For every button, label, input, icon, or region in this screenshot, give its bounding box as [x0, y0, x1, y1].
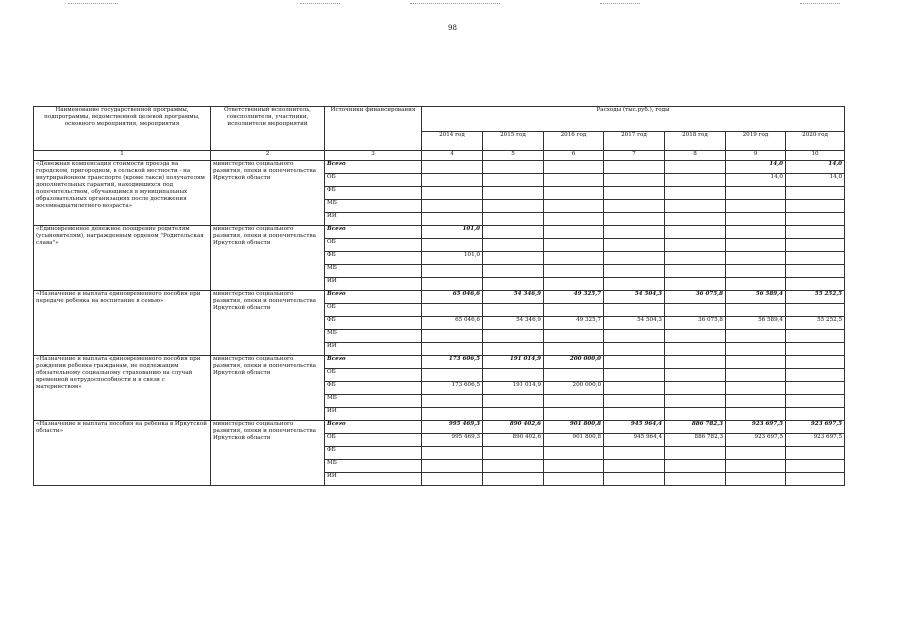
expense-value-cell: [422, 395, 483, 408]
expense-value-cell: 14,0: [726, 161, 786, 174]
expense-value-cell: [483, 161, 544, 174]
funding-source-cell: Всего: [325, 226, 422, 239]
expense-value-cell: [544, 187, 604, 200]
expense-value-cell: [786, 447, 845, 460]
expense-value-cell: 945 964,4: [604, 421, 665, 434]
expense-value-cell: 200 000,0: [544, 382, 604, 395]
expense-value-cell: [483, 252, 544, 265]
expense-value-cell: [422, 304, 483, 317]
funding-source-cell: ИИ: [325, 343, 422, 356]
funding-source-cell: МБ: [325, 395, 422, 408]
expense-value-cell: 191 014,9: [483, 382, 544, 395]
expense-value-cell: 173 606,5: [422, 382, 483, 395]
funding-source-cell: ОБ: [325, 304, 422, 317]
column-number: 4: [422, 151, 483, 161]
expense-value-cell: [422, 174, 483, 187]
expense-value-cell: [665, 343, 726, 356]
expense-value-cell: [544, 278, 604, 291]
expense-value-cell: [604, 343, 665, 356]
expense-value-cell: 101,0: [422, 252, 483, 265]
column-number: 10: [786, 151, 845, 161]
expense-value-cell: [483, 408, 544, 421]
expense-value-cell: [665, 278, 726, 291]
expense-value-cell: [726, 200, 786, 213]
funding-source-cell: ФБ: [325, 447, 422, 460]
expense-value-cell: [422, 460, 483, 473]
expense-value-cell: [544, 408, 604, 421]
expense-value-cell: 55 252,5: [786, 291, 845, 304]
page-number: 98: [448, 24, 457, 32]
column-number: 7: [604, 151, 665, 161]
expense-value-cell: 56 589,4: [726, 291, 786, 304]
funding-source-cell: МБ: [325, 265, 422, 278]
expense-value-cell: 923 697,5: [786, 434, 845, 447]
expense-value-cell: 890 402,6: [483, 434, 544, 447]
table-row: [34, 421, 845, 434]
expense-value-cell: [544, 200, 604, 213]
expense-value-cell: [422, 213, 483, 226]
scan-artifact: [68, 3, 118, 4]
expense-value-cell: [786, 265, 845, 278]
expense-value-cell: [786, 460, 845, 473]
expense-value-cell: [483, 226, 544, 239]
expense-value-cell: 901 800,8: [544, 421, 604, 434]
expense-value-cell: [483, 473, 544, 486]
expense-value-cell: 54 346,9: [483, 291, 544, 304]
header-year: 2016 год: [544, 132, 604, 151]
expense-value-cell: 923 697,5: [786, 421, 845, 434]
header-year: 2017 год: [604, 132, 665, 151]
executor-cell: министерство социального развития, опеки и попечительства Иркутской области: [211, 161, 325, 226]
program-name-cell: «Денежная компенсация стоимости проезда на городском, пригородном, в сельской местности - на внутрирайонном транспорте (кроме такси) получателям дополнительных гарантий, находившихся под попечительством, обучающимся в муниципальных образовательных организациях после достижения восемнадцатилетнего возраста»: [34, 161, 211, 226]
expense-value-cell: [726, 226, 786, 239]
funding-source-cell: ОБ: [325, 434, 422, 447]
expense-value-cell: [786, 408, 845, 421]
expense-value-cell: [726, 369, 786, 382]
expense-value-cell: [726, 343, 786, 356]
expense-value-cell: [726, 395, 786, 408]
expense-value-cell: 890 402,6: [483, 421, 544, 434]
executor-cell: министерство социального развития, опеки и попечительства Иркутской области: [211, 421, 325, 486]
expense-value-cell: 173 606,5: [422, 356, 483, 369]
funding-source-cell: ИИ: [325, 213, 422, 226]
column-number: 5: [483, 151, 544, 161]
expense-value-cell: [726, 460, 786, 473]
column-number: 3: [325, 151, 422, 161]
expense-value-cell: [604, 369, 665, 382]
expense-value-cell: [422, 187, 483, 200]
expense-value-cell: [544, 473, 604, 486]
expense-value-cell: [726, 356, 786, 369]
expense-value-cell: [665, 252, 726, 265]
funding-source-cell: МБ: [325, 330, 422, 343]
expense-value-cell: 923 697,5: [726, 434, 786, 447]
expense-value-cell: [786, 213, 845, 226]
expense-value-cell: [665, 356, 726, 369]
expense-value-cell: 995 469,3: [422, 434, 483, 447]
expense-value-cell: [786, 252, 845, 265]
expense-value-cell: [604, 395, 665, 408]
expense-value-cell: [544, 174, 604, 187]
expense-value-cell: [422, 161, 483, 174]
expense-value-cell: [483, 369, 544, 382]
expense-value-cell: [726, 304, 786, 317]
expense-value-cell: [483, 330, 544, 343]
expense-value-cell: [604, 304, 665, 317]
expense-value-cell: [726, 447, 786, 460]
funding-source-cell: ИИ: [325, 408, 422, 421]
column-number: 9: [726, 151, 786, 161]
expense-value-cell: [544, 161, 604, 174]
expense-value-cell: [604, 330, 665, 343]
budget-table: [33, 106, 845, 486]
expense-value-cell: [786, 356, 845, 369]
expense-value-cell: [786, 473, 845, 486]
executor-cell: министерство социального развития, опеки и попечительства Иркутской области: [211, 356, 325, 421]
funding-source-cell: Всего: [325, 291, 422, 304]
expense-value-cell: [726, 382, 786, 395]
expense-value-cell: [544, 213, 604, 226]
expense-value-cell: 923 697,5: [726, 421, 786, 434]
expense-value-cell: [726, 473, 786, 486]
expense-value-cell: [786, 382, 845, 395]
expense-value-cell: [786, 369, 845, 382]
expense-value-cell: [665, 395, 726, 408]
funding-source-cell: ИИ: [325, 278, 422, 291]
header-expenses: Расходы (тыс.руб.), годы: [422, 107, 845, 132]
expense-value-cell: [483, 200, 544, 213]
expense-value-cell: [544, 343, 604, 356]
expense-value-cell: [483, 304, 544, 317]
expense-value-cell: [786, 304, 845, 317]
expense-value-cell: 54 346,9: [483, 317, 544, 330]
expense-value-cell: [483, 460, 544, 473]
expense-value-cell: [422, 265, 483, 278]
expense-value-cell: [665, 447, 726, 460]
expense-value-cell: [786, 200, 845, 213]
expense-value-cell: [786, 395, 845, 408]
expense-value-cell: [786, 343, 845, 356]
header-year: 2015 год: [483, 132, 544, 151]
expense-value-cell: [483, 265, 544, 278]
expense-value-cell: [726, 265, 786, 278]
scan-artifact: [600, 3, 640, 4]
table-row: [34, 161, 845, 174]
expense-value-cell: [544, 447, 604, 460]
column-number: 8: [665, 151, 726, 161]
expense-value-cell: [665, 473, 726, 486]
expense-value-cell: [483, 395, 544, 408]
header-executor: Ответственный исполнитель, соисполнители, участники, исполнители мероприятий: [211, 107, 325, 151]
table-row: [34, 226, 845, 239]
header-year: 2014 год: [422, 132, 483, 151]
funding-source-cell: ФБ: [325, 382, 422, 395]
expense-value-cell: [604, 447, 665, 460]
expense-value-cell: 14,0: [786, 174, 845, 187]
column-number: 6: [544, 151, 604, 161]
expense-value-cell: [422, 408, 483, 421]
table-row: [34, 291, 845, 304]
expense-value-cell: [604, 408, 665, 421]
expense-value-cell: 55 252,5: [786, 317, 845, 330]
expense-value-cell: [786, 226, 845, 239]
expense-value-cell: 54 504,3: [604, 291, 665, 304]
expense-value-cell: [604, 187, 665, 200]
expense-value-cell: [544, 395, 604, 408]
expense-value-cell: [665, 226, 726, 239]
expense-value-cell: [422, 278, 483, 291]
expense-value-cell: [665, 239, 726, 252]
funding-source-cell: Всего: [325, 356, 422, 369]
funding-source-cell: МБ: [325, 200, 422, 213]
expense-value-cell: [544, 226, 604, 239]
header-year: 2019 год: [726, 132, 786, 151]
expense-value-cell: [483, 187, 544, 200]
expense-value-cell: [422, 200, 483, 213]
expense-value-cell: [483, 447, 544, 460]
expense-value-cell: [544, 239, 604, 252]
header-year: 2020 год: [786, 132, 845, 151]
expense-value-cell: [422, 343, 483, 356]
expense-value-cell: [604, 278, 665, 291]
program-name-cell: «Назначение и выплата пособия на ребенка в Иркутской области»: [34, 421, 211, 486]
expense-value-cell: 54 504,3: [604, 317, 665, 330]
expense-value-cell: [483, 213, 544, 226]
funding-source-cell: ФБ: [325, 187, 422, 200]
funding-source-cell: Всего: [325, 421, 422, 434]
expense-value-cell: 49 325,7: [544, 291, 604, 304]
column-number: 1: [34, 151, 211, 161]
expense-value-cell: [726, 278, 786, 291]
expense-value-cell: 901 800,8: [544, 434, 604, 447]
header-source: Источники финансирования: [325, 107, 422, 151]
header-program: Наименование государственной программы, подпрограммы, ведомственной целевой программы, основного мероприятия, мероприятия: [34, 107, 211, 151]
expense-value-cell: [604, 226, 665, 239]
expense-value-cell: [665, 161, 726, 174]
expense-value-cell: [544, 330, 604, 343]
funding-source-cell: ИИ: [325, 473, 422, 486]
expense-value-cell: [544, 460, 604, 473]
expense-value-cell: 995 469,3: [422, 421, 483, 434]
expense-value-cell: [604, 213, 665, 226]
expense-value-cell: [483, 278, 544, 291]
expense-value-cell: [544, 252, 604, 265]
expense-value-cell: 191 014,9: [483, 356, 544, 369]
funding-source-cell: ФБ: [325, 252, 422, 265]
expense-value-cell: [604, 265, 665, 278]
expense-value-cell: [422, 239, 483, 252]
expense-value-cell: [665, 369, 726, 382]
expense-value-cell: [604, 239, 665, 252]
expense-value-cell: 101,0: [422, 226, 483, 239]
executor-cell: министерство социального развития, опеки и попечительства Иркутской области: [211, 226, 325, 291]
expense-value-cell: [786, 239, 845, 252]
expense-value-cell: [665, 382, 726, 395]
expense-value-cell: [665, 187, 726, 200]
expense-value-cell: 14,0: [726, 174, 786, 187]
expense-value-cell: [422, 473, 483, 486]
expense-value-cell: [604, 161, 665, 174]
expense-value-cell: [604, 200, 665, 213]
expense-value-cell: [665, 408, 726, 421]
expense-value-cell: [786, 278, 845, 291]
expense-value-cell: [726, 330, 786, 343]
expense-value-cell: [604, 460, 665, 473]
expense-value-cell: [604, 174, 665, 187]
program-name-cell: «Назначение и выплата единовременного пособия при рождении ребенка гражданам, не подлежащим обязательному социальному страхованию на случай временной нетрудоспособности и в связи с материнством»: [34, 356, 211, 421]
expense-value-cell: [726, 187, 786, 200]
expense-value-cell: 36 075,8: [665, 291, 726, 304]
expense-value-cell: [604, 356, 665, 369]
expense-value-cell: [786, 330, 845, 343]
expense-value-cell: [483, 174, 544, 187]
expense-value-cell: [665, 213, 726, 226]
expense-value-cell: [726, 213, 786, 226]
expense-value-cell: 65 046,6: [422, 317, 483, 330]
program-name-cell: «Назначение и выплата единовременного пособия при передаче ребенка на воспитание в семью»: [34, 291, 211, 356]
scan-artifact: [300, 3, 340, 4]
expense-value-cell: [604, 382, 665, 395]
scan-artifact: [800, 3, 840, 4]
expense-value-cell: [422, 447, 483, 460]
expense-value-cell: 65 046,6: [422, 291, 483, 304]
funding-source-cell: Всего: [325, 161, 422, 174]
expense-value-cell: [665, 200, 726, 213]
expense-value-cell: 886 782,3: [665, 434, 726, 447]
expense-value-cell: 56 589,4: [726, 317, 786, 330]
expense-value-cell: 886 782,3: [665, 421, 726, 434]
expense-value-cell: 14,0: [786, 161, 845, 174]
expense-value-cell: [483, 343, 544, 356]
expense-value-cell: [665, 330, 726, 343]
expense-value-cell: 49 325,7: [544, 317, 604, 330]
expense-value-cell: [726, 408, 786, 421]
expense-value-cell: [726, 252, 786, 265]
expense-value-cell: [604, 473, 665, 486]
table-row: [34, 356, 845, 369]
expense-value-cell: [665, 304, 726, 317]
expense-value-cell: [544, 265, 604, 278]
expense-value-cell: 36 075,8: [665, 317, 726, 330]
expense-value-cell: [726, 239, 786, 252]
expense-value-cell: [483, 239, 544, 252]
expense-value-cell: [604, 252, 665, 265]
expense-value-cell: [665, 460, 726, 473]
funding-source-cell: ОБ: [325, 174, 422, 187]
expense-value-cell: [544, 369, 604, 382]
funding-source-cell: ФБ: [325, 317, 422, 330]
program-name-cell: «Единовременное денежное поощрение родителям (усыновителям), награжденным орденом "Родительская слава"»: [34, 226, 211, 291]
expense-value-cell: [422, 330, 483, 343]
executor-cell: министерство социального развития, опеки и попечительства Иркутской области: [211, 291, 325, 356]
column-number: 2: [211, 151, 325, 161]
expense-value-cell: [665, 265, 726, 278]
funding-source-cell: ОБ: [325, 239, 422, 252]
funding-source-cell: ОБ: [325, 369, 422, 382]
expense-value-cell: 945 964,4: [604, 434, 665, 447]
funding-source-cell: МБ: [325, 460, 422, 473]
expense-value-cell: [544, 304, 604, 317]
header-year: 2018 год: [665, 132, 726, 151]
expense-value-cell: [422, 369, 483, 382]
scan-artifact: [410, 3, 500, 4]
expense-value-cell: [786, 187, 845, 200]
expense-value-cell: 200 000,0: [544, 356, 604, 369]
expense-value-cell: [665, 174, 726, 187]
